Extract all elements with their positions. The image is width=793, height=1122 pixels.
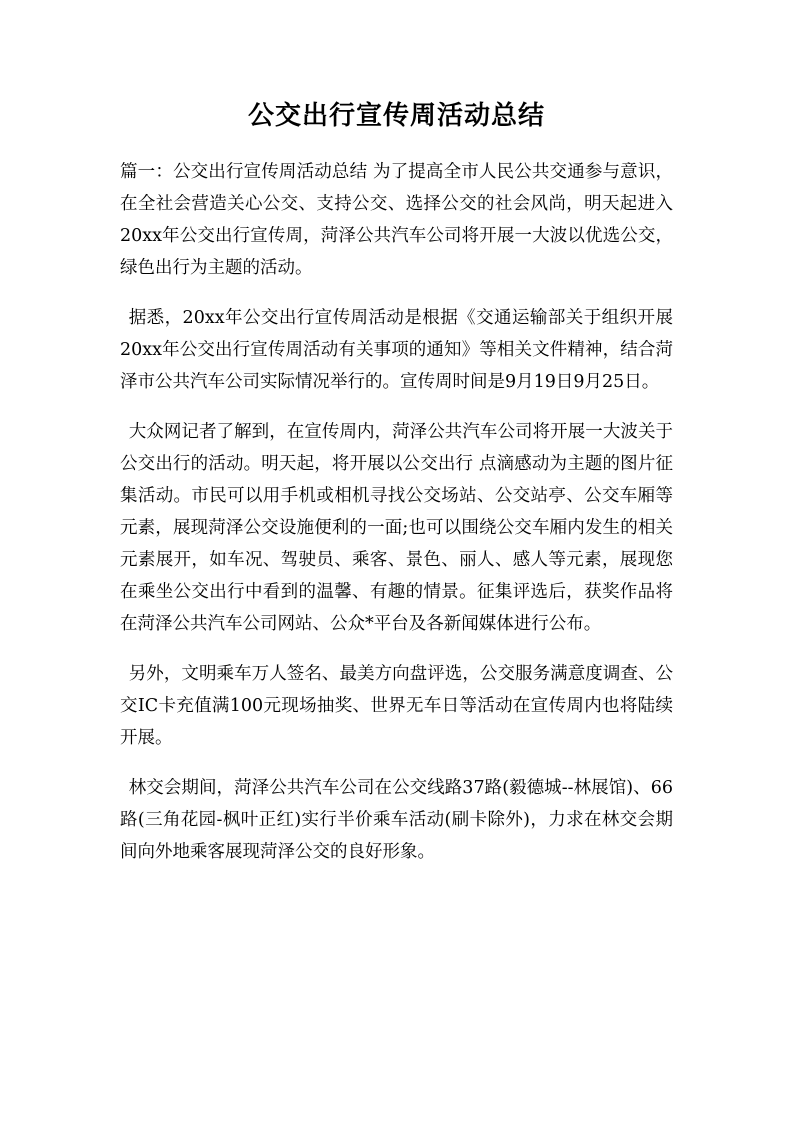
document-title: 公交出行宣传周活动总结 bbox=[247, 101, 545, 131]
paragraph-intro: 篇一：公交出行宣传周活动总结 为了提高全市人民公共交通参与意识，在全社会营造关心公交、支持公交、选择公交的社会风尚，明天起进入20xx年公交出行宣传周，菏泽公共汽车公司将开展一大波以优选公交，绿色出行为主题的活动。 bbox=[120, 162, 673, 278]
paragraph-photo-contest: 大众网记者了解到，在宣传周内，菏泽公共汽车公司将开展一大波关于公交出行的活动。明天起，将开展以公交出行 点滴感动为主题的图片征集活动。市民可以用手机或相机寻找公交场站、公交站亭、公交车厢等元素，展现菏泽公交设施便利的一面;也可以围绕公交车厢内发生的相关元素展开，如车况、驾驶员、乘客、景色、丽人、感人等元素，展现您在乘坐公交出行中看到的温馨、有趣的情景。征集评选后，获奖作品将在菏泽公共汽车公司网站、公众*平台及各新闻媒体进行公布。 bbox=[120, 422, 673, 634]
paragraph-half-price: 林交会期间，菏泽公共汽车公司在公交线路37路(毅德城--林展馆)、66路(三角花园-枫叶正红)实行半价乘车活动(刷卡除外)，力求在林交会期间向外地乘客展现菏泽公交的良好形象。 bbox=[120, 778, 673, 862]
paragraph-other-activities: 另外，文明乘车万人签名、最美方向盘评选，公交服务满意度调查、公交IC卡充值满100元现场抽奖、世界无车日等活动在宣传周内也将陆续开展。 bbox=[120, 664, 673, 748]
paragraph-background: 据悉，20xx年公交出行宣传周活动是根据《交通运输部关于组织开展20xx年公交出行宣传周活动有关事项的通知》等相关文件精神，结合菏泽市公共汽车公司实际情况举行的。宣传周时间是9月19日9月25日。 bbox=[120, 308, 673, 392]
